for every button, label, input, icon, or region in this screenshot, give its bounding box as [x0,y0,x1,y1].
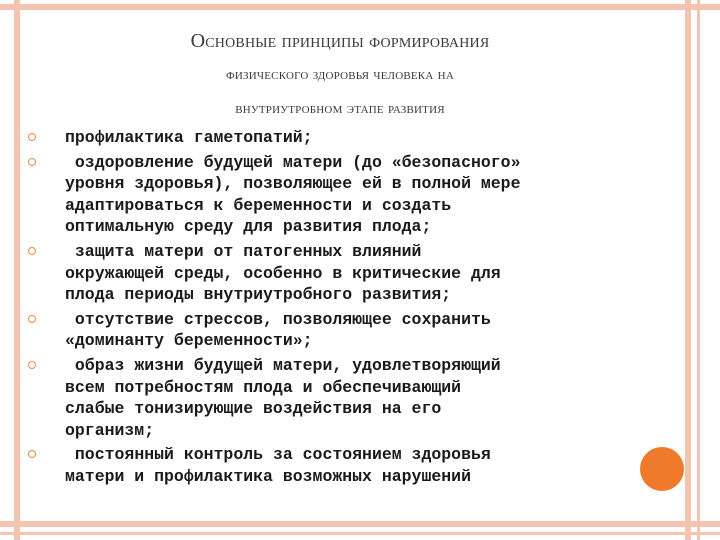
circle-bullet-icon [28,247,36,255]
list-item-text: постоянный контроль за состоянием здоровья матери и профилактика возможных нарушений [65,445,491,486]
title-line-2: физического здоровья человека на [226,66,454,83]
list-item-text: образ жизни будущей матери, удовлетворяющий всем потребностям плода и обеспечивающий слабые тонизирующие воздействия на его организм; [65,355,501,440]
circle-bullet-icon [28,450,36,458]
frame-stripe-top [0,4,720,10]
title-line-3: внутриутробном этапе развития [235,100,445,117]
list-item [28,241,628,306]
circle-bullet-icon [28,361,36,369]
frame-stripe-bottom-thin [0,532,720,535]
list-item [28,355,628,441]
frame-stripe-right-thin [697,0,700,540]
accent-circle-decoration [640,447,684,491]
circle-bullet-icon [28,315,36,323]
circle-bullet-icon [28,133,36,141]
slide-title [60,20,620,124]
list-item [28,309,628,352]
list-item-text: отсутствие стрессов, позволяющее сохранить «доминанту беременности»; [65,309,491,351]
list-item [28,152,628,238]
list-item [28,444,628,487]
title-line-1: Основные принципы формирования [190,30,490,52]
list-item-text: профилактика гаметопатий; [65,128,313,147]
frame-stripe-right [685,0,691,540]
list-item-text: оздоровление будущей матери (до «безопасного» уровня здоровья), позволяющее ей в полной мере адаптироваться к беременности и создать оптимальную среду для развития плода; [65,152,521,237]
circle-bullet-icon [28,158,36,166]
frame-stripe-left [14,0,20,540]
list-item-text: защита матери от патогенных влияний окружающей среды, особенно в критические для плода периоды внутриутробного развития; [65,241,501,305]
list-item [28,127,628,149]
frame-stripe-bottom [0,521,720,527]
principles-list [28,127,628,491]
